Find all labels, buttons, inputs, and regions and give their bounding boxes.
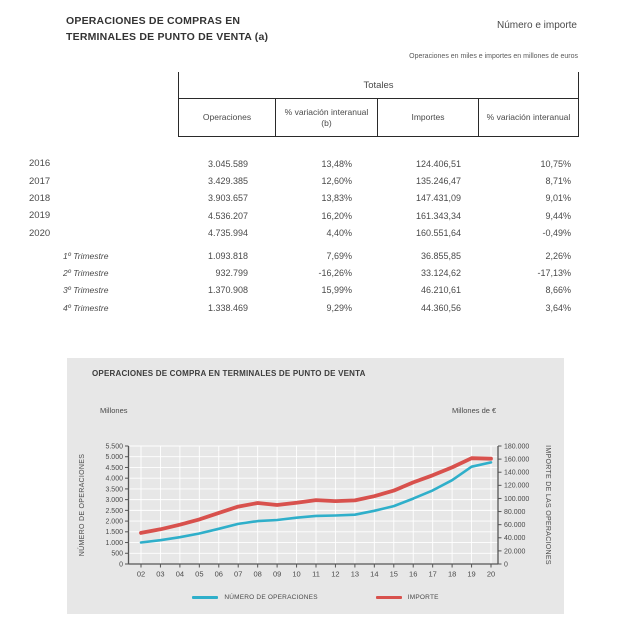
svg-text:14: 14	[370, 569, 379, 579]
legend-label-importe: IMPORTE	[407, 594, 439, 601]
table-row	[29, 247, 579, 264]
chart-title: OPERACIONES DE COMPRA EN TERMINALES DE PUNTO DE VENTA	[92, 369, 366, 378]
cell-value: 4.536.207	[207, 210, 248, 221]
table-column-headers	[178, 99, 579, 137]
svg-text:3.500: 3.500	[105, 486, 123, 494]
svg-text:20.000: 20.000	[504, 548, 526, 556]
row-label: 1º Trimestre	[63, 250, 109, 261]
cell-value: 13,48%	[321, 158, 352, 169]
svg-text:11: 11	[312, 569, 320, 579]
svg-text:160.000: 160.000	[504, 456, 530, 464]
svg-text:10: 10	[292, 569, 301, 579]
svg-text:5.500: 5.500	[105, 443, 123, 451]
row-label: 2º Trimestre	[63, 268, 109, 279]
cell-value: 135.246,47	[415, 176, 461, 187]
legend-item-importe	[376, 594, 439, 601]
svg-text:07: 07	[234, 569, 243, 579]
row-label: 4º Trimestre	[63, 302, 109, 313]
cell-value: 9,01%	[545, 193, 571, 204]
cell-value: 33.124,62	[420, 268, 461, 279]
cell-value: 1.093.818	[207, 250, 248, 261]
row-label: 2016	[29, 158, 51, 170]
svg-text:04: 04	[175, 569, 185, 579]
svg-text:16: 16	[409, 569, 418, 579]
cell-value: 3.045.589	[207, 158, 248, 169]
table-row	[29, 172, 579, 189]
svg-text:140.000: 140.000	[504, 469, 530, 477]
svg-text:4.500: 4.500	[105, 464, 123, 472]
legend-line-red	[376, 596, 402, 599]
cell-value: 10,75%	[540, 158, 571, 169]
svg-text:80.000: 80.000	[504, 508, 526, 516]
svg-text:20: 20	[486, 569, 496, 579]
svg-text:2.500: 2.500	[105, 507, 123, 515]
svg-text:NÚMERO DE OPERACIONES: NÚMERO DE OPERACIONES	[79, 453, 86, 557]
page-title	[66, 13, 268, 45]
svg-text:12: 12	[331, 569, 340, 579]
cell-value: 15,99%	[321, 285, 352, 296]
table-row	[29, 155, 579, 172]
right-axis-unit-label: Millones de €	[452, 406, 497, 415]
column-header-importes: Importes	[378, 99, 479, 136]
legend-line-blue	[192, 596, 218, 599]
header-right-label: Número e importe	[496, 20, 577, 31]
svg-text:1.500: 1.500	[105, 529, 123, 537]
table-row	[29, 299, 579, 316]
table-row	[29, 207, 579, 224]
cell-value: -0,49%	[542, 228, 571, 239]
cell-value: 9,29%	[326, 302, 352, 313]
table-body	[29, 155, 579, 317]
table-row	[29, 264, 579, 281]
chart-panel	[67, 358, 564, 614]
column-header-operaciones: Operaciones	[178, 99, 276, 136]
svg-text:19: 19	[467, 569, 476, 579]
cell-value: 3.429.385	[207, 176, 248, 187]
cell-value: 147.431,09	[415, 193, 461, 204]
svg-text:0: 0	[119, 561, 123, 569]
table-row	[29, 190, 579, 207]
row-label: 2017	[29, 175, 51, 187]
column-header-variacion-operaciones: % variación interanual (b)	[276, 99, 378, 136]
row-label: 2018	[29, 192, 51, 204]
legend-label-operaciones: NÚMERO DE OPERACIONES	[224, 594, 318, 601]
legend-item-operaciones	[192, 594, 317, 601]
svg-text:02: 02	[136, 569, 146, 579]
column-header-variacion-importes: % variación interanual	[479, 99, 579, 136]
cell-value: 8,71%	[545, 176, 571, 187]
table-row	[29, 282, 579, 299]
svg-text:100.000: 100.000	[504, 495, 530, 503]
left-axis-unit-label: Millones	[100, 406, 128, 415]
svg-text:0: 0	[504, 561, 508, 569]
line-chart	[67, 358, 564, 590]
cell-value: 12,60%	[321, 176, 352, 187]
row-label: 2020	[29, 227, 51, 239]
svg-text:1.000: 1.000	[105, 539, 123, 547]
units-note: Operaciones en miles e importes en millones de euros	[409, 53, 578, 60]
cell-value: -16,26%	[318, 268, 352, 279]
row-label: 3º Trimestre	[63, 285, 109, 296]
svg-text:60.000: 60.000	[504, 522, 526, 530]
cell-value: 1.338.469	[207, 302, 248, 313]
cell-value: 161.343,34	[415, 210, 461, 221]
svg-text:05: 05	[195, 569, 204, 579]
svg-text:3.000: 3.000	[105, 497, 123, 505]
row-label: 2019	[29, 210, 51, 222]
cell-value: 44.360,56	[420, 302, 461, 313]
svg-text:120.000: 120.000	[504, 482, 530, 490]
cell-value: 13,83%	[321, 193, 352, 204]
cell-value: 4,40%	[326, 228, 352, 239]
cell-value: 160.551,64	[415, 228, 461, 239]
svg-text:18: 18	[447, 569, 457, 579]
totals-table-header	[178, 72, 579, 137]
svg-text:4.000: 4.000	[105, 475, 123, 483]
svg-text:15: 15	[389, 569, 398, 579]
svg-text:5.000: 5.000	[105, 454, 123, 462]
cell-value: 3.903.657	[207, 193, 248, 204]
cell-value: 3,64%	[545, 302, 571, 313]
cell-value: 124.406,51	[415, 158, 461, 169]
cell-value: 46.210,61	[420, 285, 461, 296]
svg-text:13: 13	[350, 569, 360, 579]
cell-value: 932.799	[215, 268, 248, 279]
svg-text:IMPORTE DE LAS OPERACIONES: IMPORTE DE LAS OPERACIONES	[544, 445, 551, 565]
cell-value: 7,69%	[326, 250, 352, 261]
svg-text:180.000: 180.000	[504, 443, 530, 451]
svg-text:2.000: 2.000	[105, 518, 123, 526]
svg-text:06: 06	[214, 569, 223, 579]
cell-value: 1.370.908	[207, 285, 248, 296]
cell-value: 36.855,85	[420, 250, 461, 261]
table-group-header: Totales	[178, 72, 579, 99]
cell-value: 2,26%	[545, 250, 571, 261]
cell-value: 8,66%	[545, 285, 571, 296]
page-title-line1: OPERACIONES DE COMPRAS EN	[66, 15, 241, 27]
page-title-line2: TERMINALES DE PUNTO DE VENTA (a)	[66, 31, 269, 43]
cell-value: 16,20%	[321, 210, 352, 221]
svg-text:17: 17	[428, 569, 437, 579]
cell-value: 4.735.994	[207, 228, 248, 239]
svg-text:40.000: 40.000	[504, 535, 526, 543]
cell-value: 9,44%	[545, 210, 571, 221]
chart-legend	[67, 594, 564, 601]
svg-text:08: 08	[253, 569, 262, 579]
svg-text:500: 500	[111, 550, 123, 558]
svg-text:09: 09	[272, 569, 282, 579]
svg-text:03: 03	[156, 569, 165, 579]
cell-value: -17,13%	[537, 268, 571, 279]
table-row	[29, 225, 579, 242]
